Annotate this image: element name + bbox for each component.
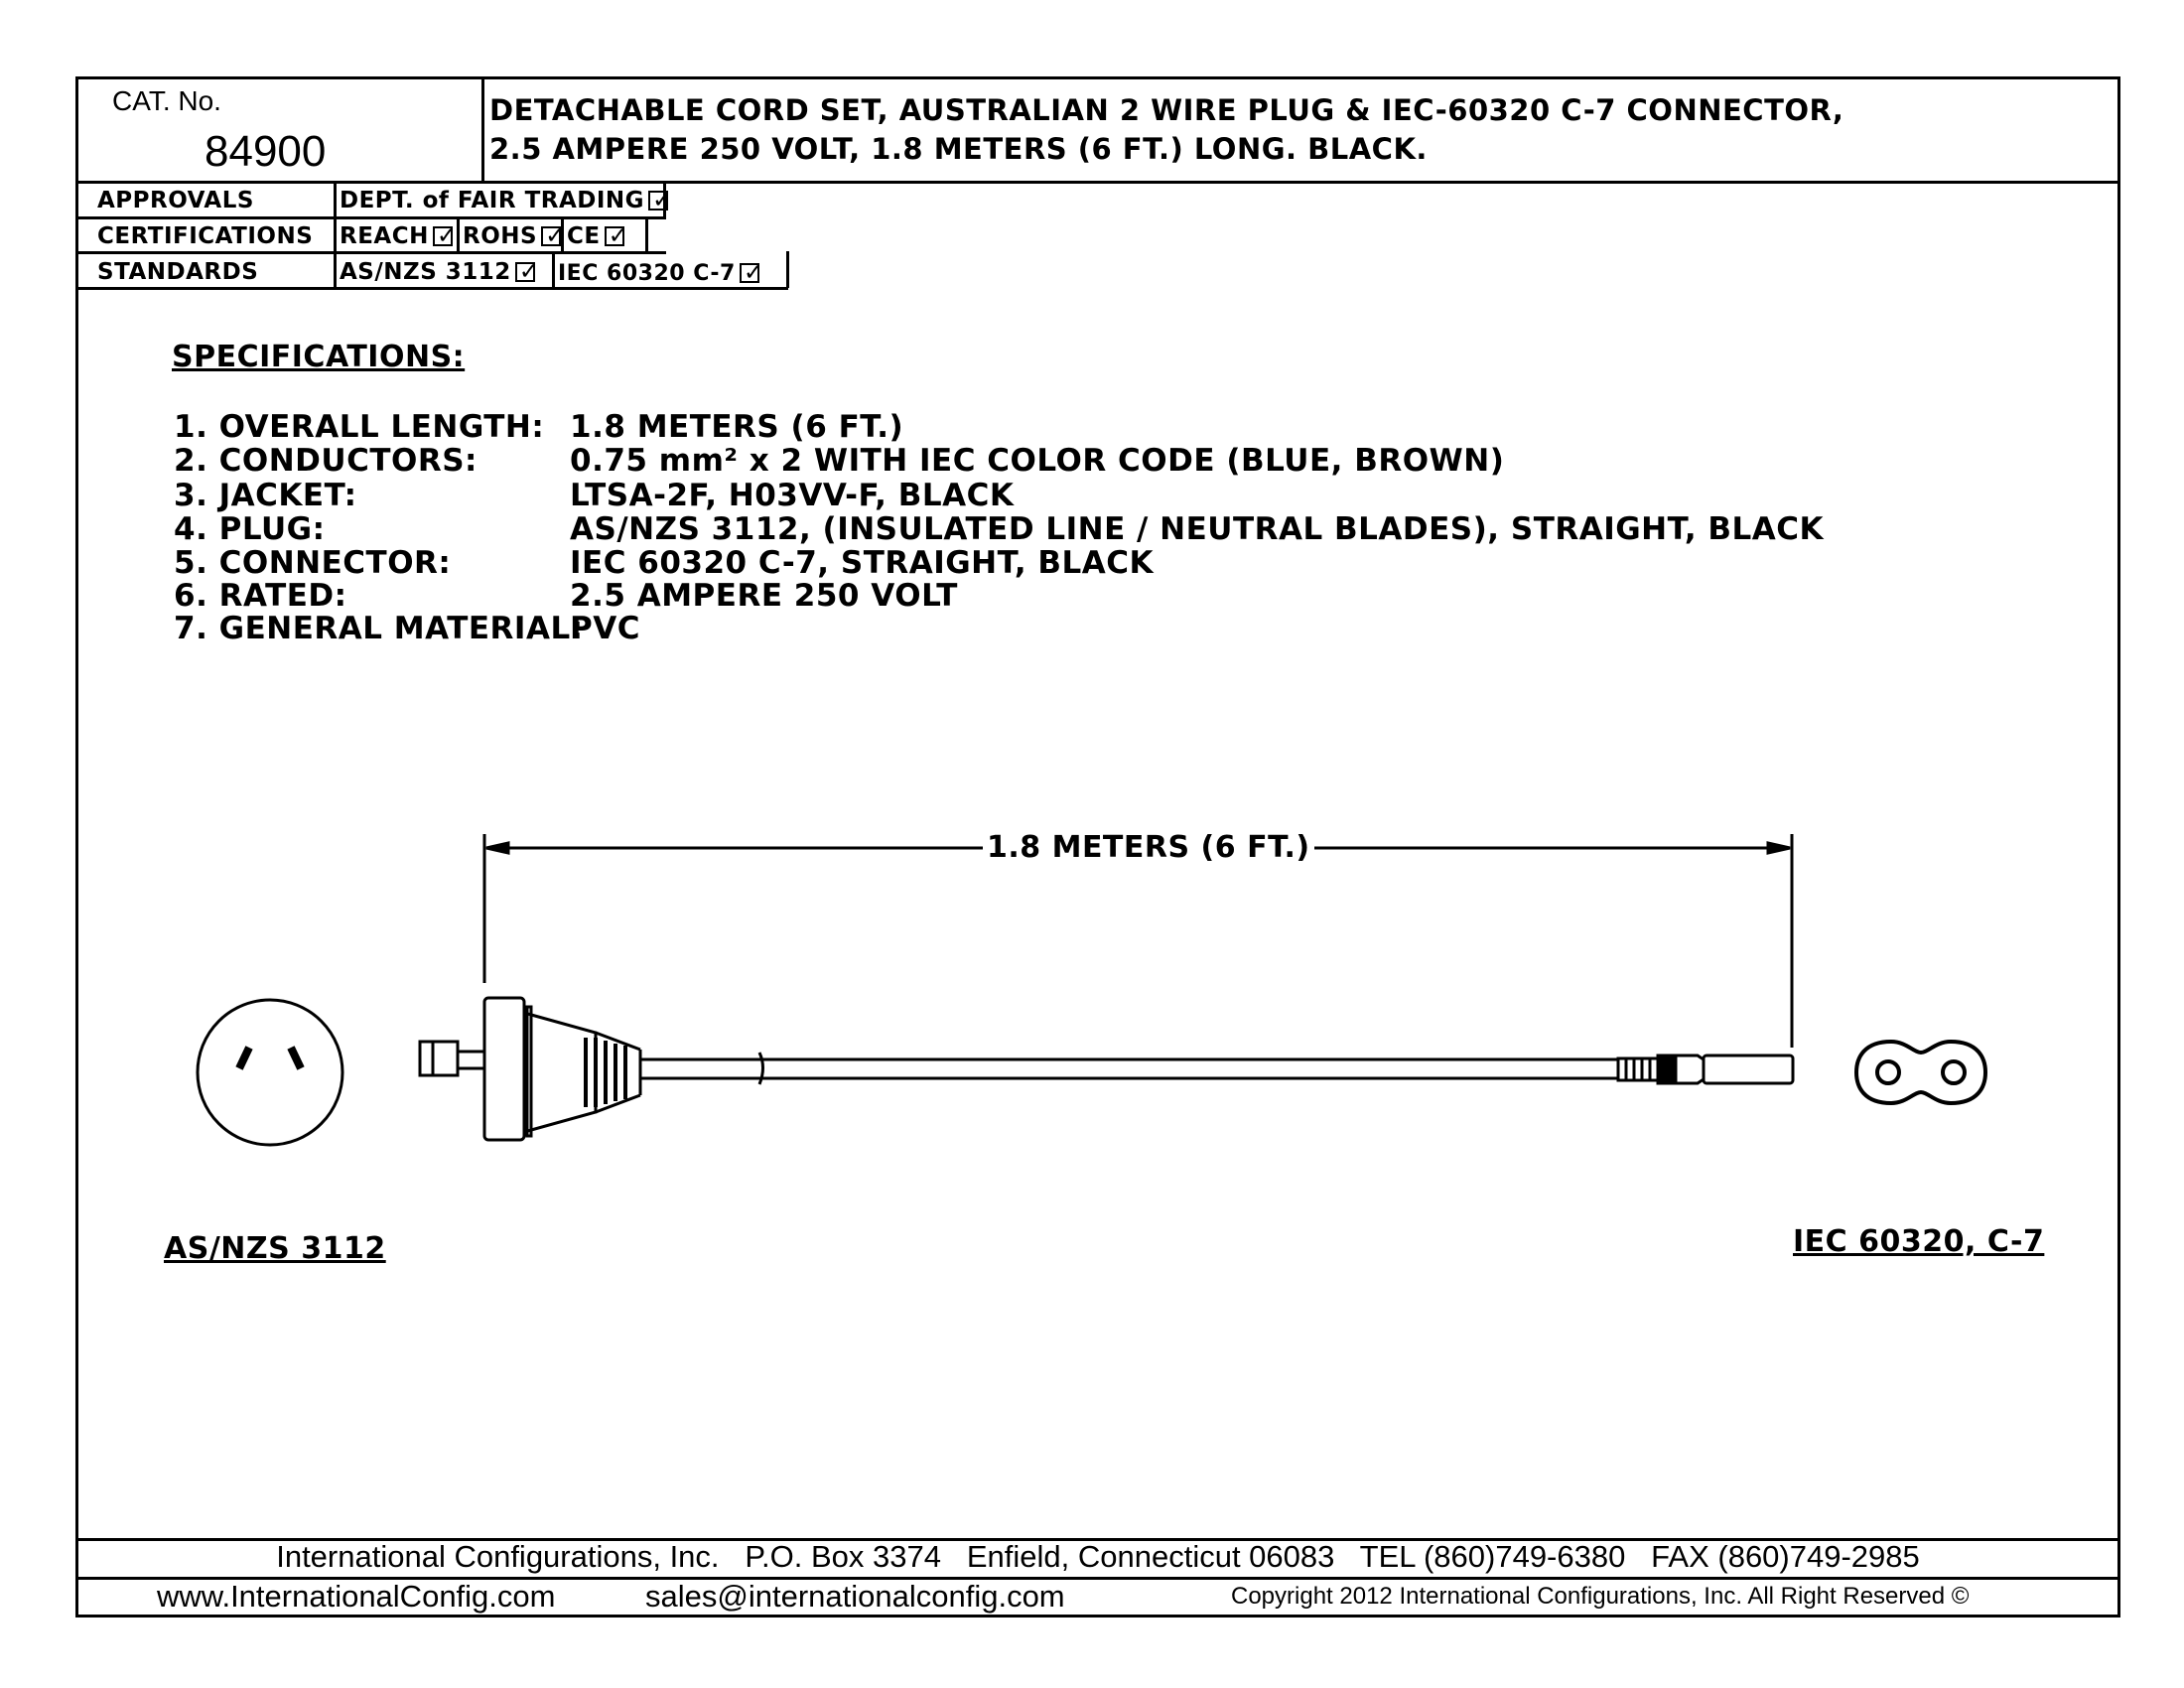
spec-label: 4. PLUG: (174, 511, 326, 547)
spec-value: LTSA-2F, H03VV-F, BLACK (570, 478, 1015, 513)
cat-number: 84900 (205, 127, 327, 176)
standard-text: IEC 60320 C-7 (558, 261, 736, 286)
spec-value: 2.5 AMPERE 250 VOLT (570, 578, 958, 614)
spec-value: 1.8 METERS (6 FT.) (570, 409, 904, 445)
connector-standard-label: IEC 60320, C-7 (1793, 1224, 2045, 1259)
spec-label: 2. CONDUCTORS: (174, 443, 478, 479)
company-contact-line: International Configurations, Inc. P.O. Box 3374 Enfield, Connecticut 06083 TEL (860)749-6380 FAX (860)749-2985 (276, 1539, 1920, 1574)
website-link[interactable]: www.InternationalConfig.com (157, 1579, 556, 1614)
email-link[interactable]: sales@internationalconfig.com (645, 1579, 1065, 1614)
standard-text: AS/NZS 3112 (340, 259, 511, 285)
dimension-label: 1.8 METERS (6 FT.) (983, 830, 1314, 865)
description-line-2: 2.5 AMPERE 250 VOLT, 1.8 METERS (6 FT.) LONG. BLACK. (489, 132, 1428, 166)
connector-side-icon (1618, 1055, 1793, 1083)
spec-label: 6. RATED: (174, 578, 347, 614)
plug-side-icon (420, 998, 640, 1140)
cert-text: CE (567, 223, 601, 249)
plug-standard-label: AS/NZS 3112 (164, 1231, 386, 1266)
spec-value: AS/NZS 3112, (INSULATED LINE / NEUTRAL BLADES), STRAIGHT, BLACK (570, 511, 1825, 547)
spec-value: IEC 60320 C-7, STRAIGHT, BLACK (570, 545, 1155, 581)
cert-text: ROHS (463, 223, 538, 249)
plug-face-icon (198, 1000, 342, 1145)
cert-text: REACH (340, 223, 429, 249)
copyright-text: Copyright 2012 International Configurations, Inc. All Right Reserved © (1231, 1583, 1970, 1610)
spec-value: 0.75 mm² x 2 WITH IEC COLOR CODE (BLUE, BROWN) (570, 443, 1505, 479)
spec-label: 5. CONNECTOR: (174, 545, 452, 581)
cat-label: CAT. No. (112, 85, 221, 116)
approvals-label: APPROVALS (97, 188, 254, 213)
approval-text: DEPT. of FAIR TRADING (340, 188, 645, 213)
cable-icon (640, 1053, 1618, 1084)
spec-label: 7. GENERAL MATERIAL: (174, 611, 584, 646)
specifications-title: SPECIFICATIONS: (172, 340, 466, 374)
spec-value: PVC (570, 611, 640, 646)
standards-label: STANDARDS (97, 259, 259, 285)
description-line-1: DETACHABLE CORD SET, AUSTRALIAN 2 WIRE PLUG & IEC-60320 C-7 CONNECTOR, (489, 93, 1844, 127)
spec-label: 3. JACKET: (174, 478, 357, 513)
dimension-line (484, 834, 1792, 1048)
certifications-label: CERTIFICATIONS (97, 223, 314, 249)
spec-label: 1. OVERALL LENGTH: (174, 409, 545, 445)
connector-face-icon (1856, 1042, 1985, 1103)
